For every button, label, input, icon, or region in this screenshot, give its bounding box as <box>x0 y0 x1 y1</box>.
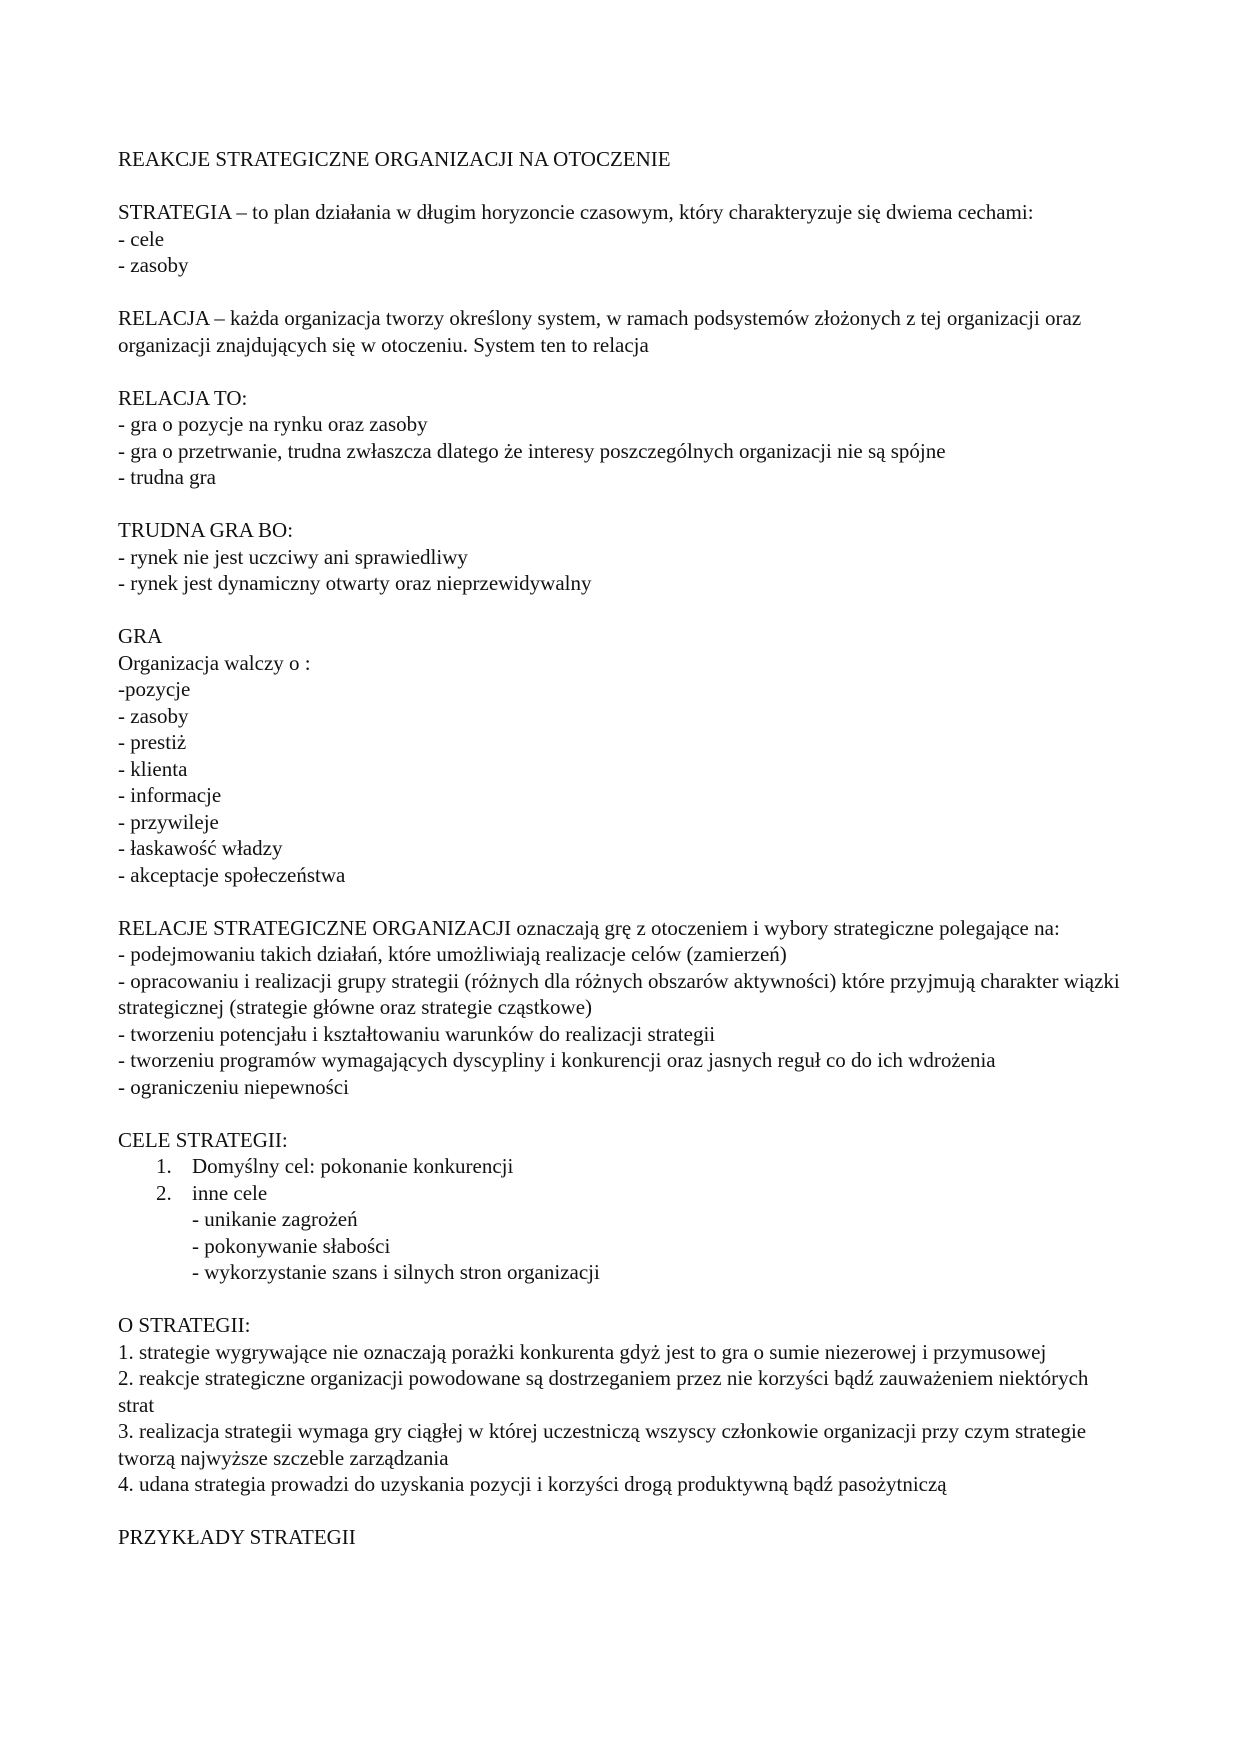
list-item: 4. udana strategia prowadzi do uzyskania pozycji i korzyści drogą produktywną bądź pasożytniczą <box>118 1472 947 1496</box>
list-item: -pozycje <box>118 677 191 701</box>
relacja-to-section <box>118 385 1128 491</box>
list-item: - zasoby <box>118 253 189 277</box>
list-item: - łaskawość władzy <box>118 836 283 860</box>
list-item: - ograniczeniu niepewności <box>118 1074 349 1099</box>
list-item: - gra o przetrwanie, trudna zwłaszcza dlatego że interesy poszczególnych organizacji nie są spójne <box>118 438 946 463</box>
list-item: - trudna gra <box>118 465 216 489</box>
list-item: - zasoby <box>118 703 189 728</box>
relacje-strategiczne-definition: RELACJE STRATEGICZNE ORGANIZACJI oznaczają grę z otoczeniem i wybory strategiczne polegające na: <box>118 915 1060 940</box>
list-item: - rynek jest dynamiczny otwarty oraz nieprzewidywalny <box>118 571 592 595</box>
section-heading: GRA <box>118 624 163 648</box>
document-body <box>118 146 1128 1577</box>
gra-section <box>118 623 1128 888</box>
list-item: - tworzeniu potencjału i kształtowaniu warunków do realizacji strategii <box>118 1021 716 1046</box>
sub-list-item: - pokonywanie słabości <box>192 1233 391 1258</box>
list-item: - klienta <box>118 756 188 781</box>
przyklady-section <box>118 1524 1128 1551</box>
list-item: - podejmowaniu takich działań, które umożliwiają realizacje celów (zamierzeń) <box>118 942 787 966</box>
list-item: 1. strategie wygrywające nie oznaczają porażki konkurenta gdyż jest to gra o sumie niezerowej i przymusowej <box>118 1339 1047 1364</box>
relacja-definition: RELACJA – każda organizacja tworzy określony system, w ramach podsystemów złożonych z tej organizacji oraz organizacji znajdujących się w otoczeniu. System ten to relacja <box>118 306 1082 357</box>
item-number: 2. <box>156 1180 172 1205</box>
sub-list-item: - wykorzystanie szans i silnych stron organizacji <box>192 1260 600 1284</box>
list-item: - opracowaniu i realizacji grupy strategii (różnych dla różnych obszarów aktywności) które przyjmują charakter wiązki strategicznej (strategie główne oraz strategie cząstkowe) <box>118 968 1120 1019</box>
list-item: - rynek nie jest uczciwy ani sprawiedliwy <box>118 544 468 569</box>
item-text: inne cele <box>192 1180 268 1205</box>
section-heading: TRUDNA GRA BO: <box>118 518 294 542</box>
sub-list-item: - unikanie zagrożeń <box>192 1207 358 1231</box>
strategia-section <box>118 199 1128 279</box>
list-item: - tworzeniu programów wymagających dyscypliny i konkurencji oraz jasnych reguł co do ich wdrożenia <box>118 1048 996 1072</box>
list-item: 3. realizacja strategii wymaga gry ciągłej w której uczestniczą wszyscy członkowie organizacji przy czym strategie tworzą najwyższe szczeble zarządzania <box>118 1419 1087 1470</box>
relacje-strategiczne-section <box>118 915 1128 1101</box>
relacja-section <box>118 305 1128 358</box>
o-strategii-section <box>118 1312 1128 1498</box>
list-item: - informacje <box>118 783 222 807</box>
numbered-item <box>156 1153 1128 1180</box>
section-heading: CELE STRATEGII: <box>118 1127 288 1152</box>
cele-strategii-section <box>118 1127 1128 1286</box>
strategia-definition: STRATEGIA – to plan działania w długim horyzoncie czasowym, który charakteryzuje się dwiema cechami: <box>118 200 1034 224</box>
section-heading: O STRATEGII: <box>118 1313 251 1337</box>
title-block <box>118 146 1128 173</box>
trudna-gra-section <box>118 517 1128 597</box>
list-item: - gra o pozycje na rynku oraz zasoby <box>118 412 428 436</box>
section-intro: Organizacja walczy o : <box>118 650 311 675</box>
list-item: 2. reakcje strategiczne organizacji powodowane są dostrzeganiem przez nie korzyści bądź zauważeniem niektórych strat <box>118 1366 1089 1417</box>
item-number: 1. <box>156 1154 172 1178</box>
list-item: - akceptacje społeczeństwa <box>118 862 346 887</box>
list-item: - cele <box>118 226 165 251</box>
numbered-item <box>156 1180 1128 1207</box>
list-item: - przywileje <box>118 809 219 834</box>
item-text: Domyślny cel: pokonanie konkurencji <box>192 1154 514 1178</box>
list-item: - prestiż <box>118 730 187 754</box>
numbered-list <box>118 1153 1128 1206</box>
document-title: REAKCJE STRATEGICZNE ORGANIZACJI NA OTOCZENIE <box>118 147 671 171</box>
section-heading: PRZYKŁADY STRATEGII <box>118 1525 356 1549</box>
section-heading: RELACJA TO: <box>118 385 248 410</box>
